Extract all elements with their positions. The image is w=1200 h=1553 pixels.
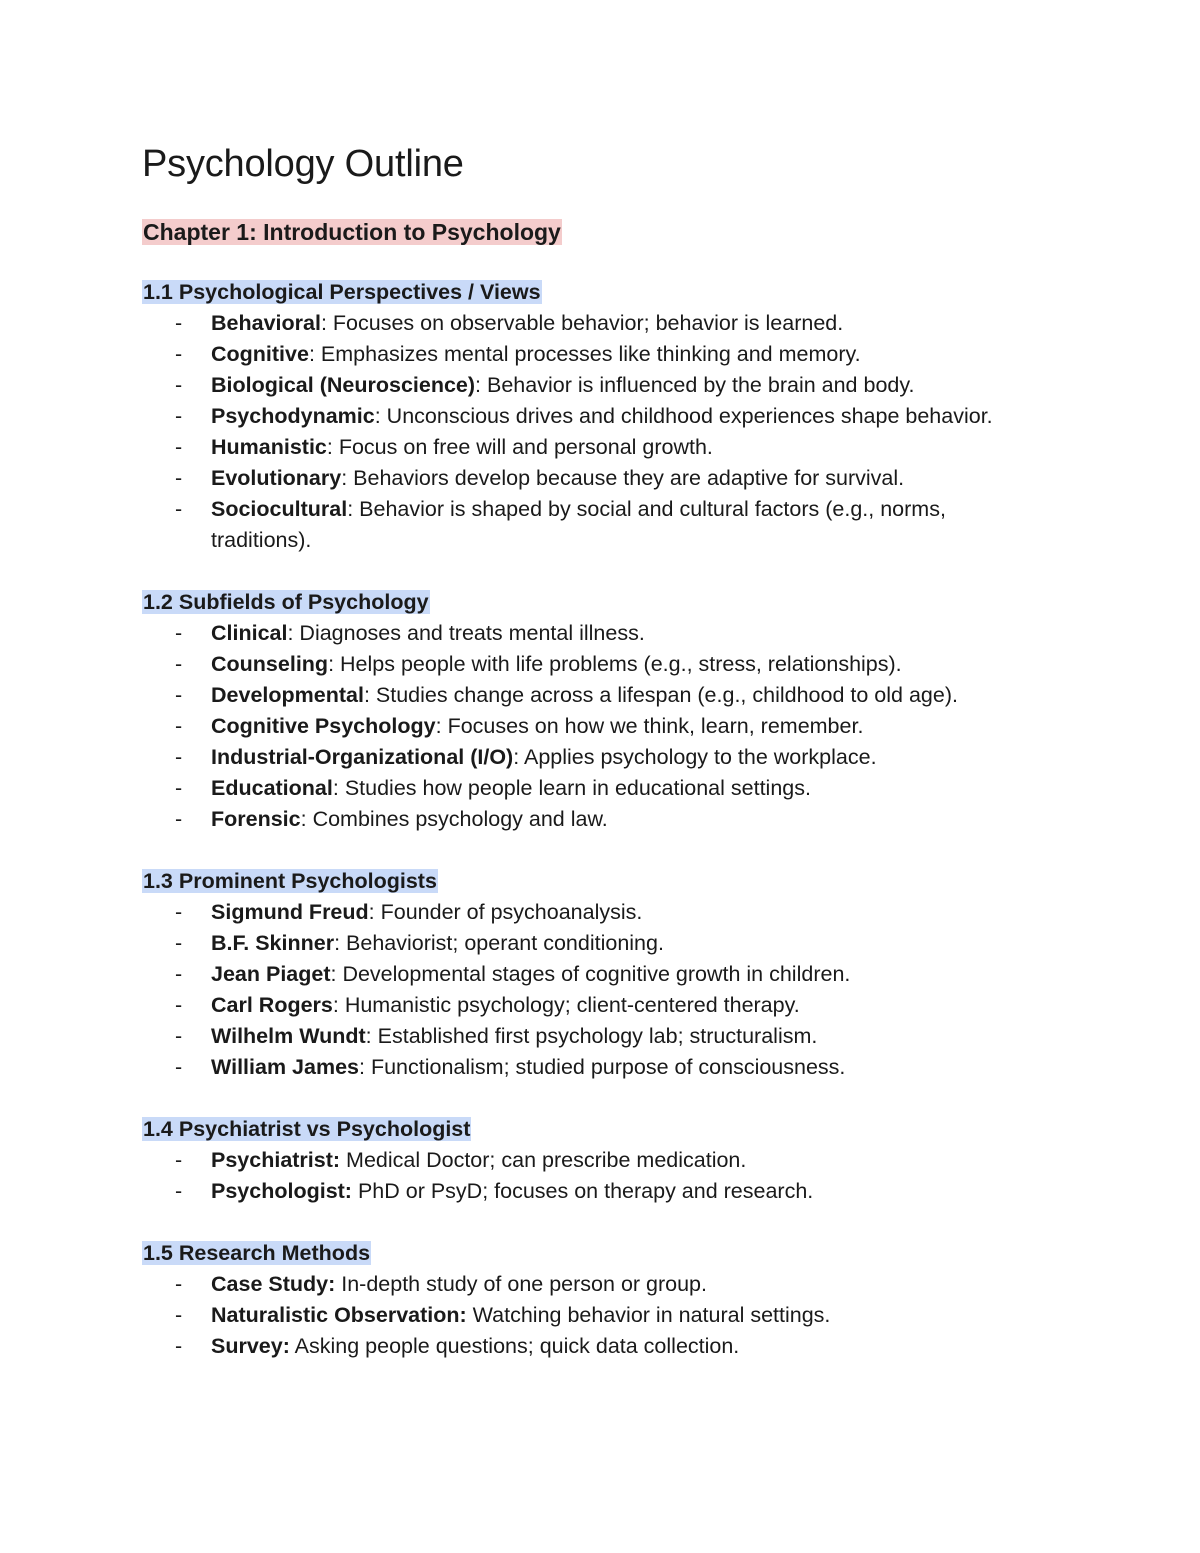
item-term: Sociocultural (211, 497, 348, 521)
list-item (142, 339, 1031, 370)
dash-bullet: - (175, 1272, 183, 1296)
dash-bullet: - (175, 1303, 183, 1327)
item-separator: : (359, 1055, 371, 1079)
item-term: Cognitive Psychology (211, 714, 436, 738)
item-separator: : (475, 373, 487, 397)
chapter-heading-text: Chapter 1: Introduction to Psychology (143, 219, 561, 245)
item-separator: : (287, 621, 300, 645)
page-title: Psychology Outline (142, 143, 464, 185)
item-separator: : (374, 404, 387, 428)
dash-bullet: - (175, 342, 183, 366)
item-separator: : (332, 993, 345, 1017)
list-item (142, 308, 1031, 339)
dash-bullet: - (175, 714, 183, 738)
dash-bullet: - (175, 900, 183, 924)
list-item (142, 773, 1031, 804)
item-description: Developmental stages of cognitive growth in children. (342, 962, 851, 986)
dash-bullet: - (175, 621, 183, 645)
list-item (142, 1176, 1031, 1207)
section-heading-text: 1.4 Psychiatrist vs Psychologist (143, 1117, 471, 1141)
section-heading-text: 1.5 Research Methods (143, 1241, 371, 1265)
list-item (142, 1052, 1031, 1083)
item-separator: : (328, 652, 341, 676)
item-term: B.F. Skinner (211, 931, 335, 955)
dash-bullet: - (175, 776, 183, 800)
bullet-list (142, 1269, 1062, 1362)
item-term: Case Study: (211, 1272, 336, 1296)
item-separator: : (330, 962, 343, 986)
list-item (142, 804, 1031, 835)
item-term: Behavioral (211, 311, 321, 335)
outline-section (142, 277, 1062, 556)
list-item (142, 1269, 1031, 1300)
item-separator: : (334, 931, 347, 955)
item-term: Psychologist: (211, 1179, 352, 1203)
outline-section (142, 587, 1062, 835)
bullet-list (142, 897, 1062, 1083)
item-description: Founder of psychoanalysis. (380, 900, 643, 924)
dash-bullet: - (175, 931, 183, 955)
item-term: Developmental (211, 683, 364, 707)
dash-bullet: - (175, 683, 183, 707)
dash-bullet: - (175, 1055, 183, 1079)
section-heading (142, 1114, 1062, 1145)
item-term: Educational (211, 776, 333, 800)
document-page (142, 138, 1062, 1393)
item-term: Clinical (211, 621, 288, 645)
bullet-list (142, 1145, 1062, 1207)
list-item (142, 928, 1031, 959)
item-term: Biological (Neuroscience) (211, 373, 476, 397)
item-term: Industrial-Organizational (I/O) (211, 745, 514, 769)
item-separator: : (320, 311, 333, 335)
item-separator: : (347, 497, 360, 521)
list-item (142, 494, 1031, 556)
dash-bullet: - (175, 466, 183, 490)
item-description: Asking people questions; quick data collection. (294, 1334, 740, 1358)
item-description: Focuses on how we think, learn, remember. (447, 714, 864, 738)
item-term: William James (211, 1055, 359, 1079)
outline-section (142, 1114, 1062, 1207)
item-description: Focus on free will and personal growth. (338, 435, 713, 459)
item-term: Wilhelm Wundt (211, 1024, 366, 1048)
list-item (142, 711, 1031, 742)
section-heading (142, 866, 1062, 897)
item-term: Sigmund Freud (211, 900, 369, 924)
list-item (142, 618, 1031, 649)
list-item (142, 959, 1031, 990)
list-item (142, 680, 1031, 711)
item-separator: : (300, 807, 313, 831)
item-description: Humanistic psychology; client-centered therapy. (344, 993, 800, 1017)
list-item (142, 649, 1031, 680)
outline-section (142, 866, 1062, 1083)
item-description: Unconscious drives and childhood experiences shape behavior. (386, 404, 993, 428)
list-item (142, 1331, 1031, 1362)
dash-bullet: - (175, 1334, 183, 1358)
section-heading-text: 1.1 Psychological Perspectives / Views (143, 280, 541, 304)
item-term: Counseling (211, 652, 329, 676)
item-description: Functionalism; studied purpose of consciousness. (370, 1055, 846, 1079)
list-item (142, 463, 1031, 494)
bullet-list (142, 308, 1062, 556)
item-description: Behaviors develop because they are adaptive for survival. (353, 466, 905, 490)
item-description: Watching behavior in natural settings. (472, 1303, 831, 1327)
section-heading (142, 587, 1062, 618)
item-separator: : (326, 435, 339, 459)
item-term: Jean Piaget (211, 962, 331, 986)
item-description: Behavior is influenced by the brain and body. (487, 373, 915, 397)
list-item (142, 897, 1031, 928)
item-description: Studies how people learn in educational settings. (344, 776, 811, 800)
list-item (142, 1021, 1031, 1052)
item-term: Evolutionary (211, 466, 342, 490)
item-term: Survey: (211, 1334, 290, 1358)
item-description: In-depth study of one person or group. (341, 1272, 707, 1296)
dash-bullet: - (175, 1024, 183, 1048)
dash-bullet: - (175, 807, 183, 831)
sections-container (142, 277, 1062, 1362)
item-description: Combines psychology and law. (312, 807, 608, 831)
item-description: PhD or PsyD; focuses on therapy and research. (357, 1179, 814, 1203)
item-description: Medical Doctor; can prescribe medication. (346, 1148, 747, 1172)
section-heading (142, 277, 1062, 308)
section-heading (142, 1238, 1062, 1269)
item-description: Diagnoses and treats mental illness. (299, 621, 645, 645)
dash-bullet: - (175, 497, 183, 521)
item-separator: : (513, 745, 524, 769)
dash-bullet: - (175, 404, 183, 428)
item-description: Applies psychology to the workplace. (523, 745, 877, 769)
item-description: Emphasizes mental processes like thinking and memory. (320, 342, 861, 366)
item-term: Humanistic (211, 435, 327, 459)
dash-bullet: - (175, 311, 183, 335)
item-separator: : (435, 714, 448, 738)
dash-bullet: - (175, 652, 183, 676)
item-description: Behavior is shaped by social and cultural factors (e.g., norms, traditions). (211, 497, 946, 552)
outline-section (142, 1238, 1062, 1362)
item-separator: : (308, 342, 321, 366)
item-separator: : (341, 466, 354, 490)
list-item (142, 432, 1031, 463)
list-item (142, 1300, 1031, 1331)
list-item (142, 990, 1031, 1021)
item-separator: : (363, 683, 376, 707)
item-term: Forensic (211, 807, 301, 831)
dash-bullet: - (175, 745, 183, 769)
item-description: Focuses on observable behavior; behavior is learned. (332, 311, 844, 335)
list-item (142, 370, 1031, 401)
item-term: Cognitive (211, 342, 309, 366)
dash-bullet: - (175, 435, 183, 459)
item-description: Helps people with life problems (e.g., stress, relationships). (340, 652, 902, 676)
section-heading-text: 1.3 Prominent Psychologists (143, 869, 437, 893)
dash-bullet: - (175, 993, 183, 1017)
chapter-heading (142, 216, 1062, 249)
dash-bullet: - (175, 373, 183, 397)
list-item (142, 742, 1031, 773)
item-description: Studies change across a lifespan (e.g., childhood to old age). (375, 683, 958, 707)
item-description: Behaviorist; operant conditioning. (346, 931, 664, 955)
dash-bullet: - (175, 962, 183, 986)
item-separator: : (365, 1024, 378, 1048)
item-separator: : (332, 776, 345, 800)
dash-bullet: - (175, 1179, 183, 1203)
item-term: Naturalistic Observation: (211, 1303, 467, 1327)
dash-bullet: - (175, 1148, 183, 1172)
item-separator: : (368, 900, 381, 924)
list-item (142, 1145, 1031, 1176)
bullet-list (142, 618, 1062, 835)
list-item (142, 401, 1031, 432)
item-term: Psychodynamic (211, 404, 375, 428)
section-heading-text: 1.2 Subfields of Psychology (143, 590, 429, 614)
item-term: Carl Rogers (211, 993, 333, 1017)
item-description: Established first psychology lab; structuralism. (377, 1024, 818, 1048)
item-term: Psychiatrist: (211, 1148, 341, 1172)
